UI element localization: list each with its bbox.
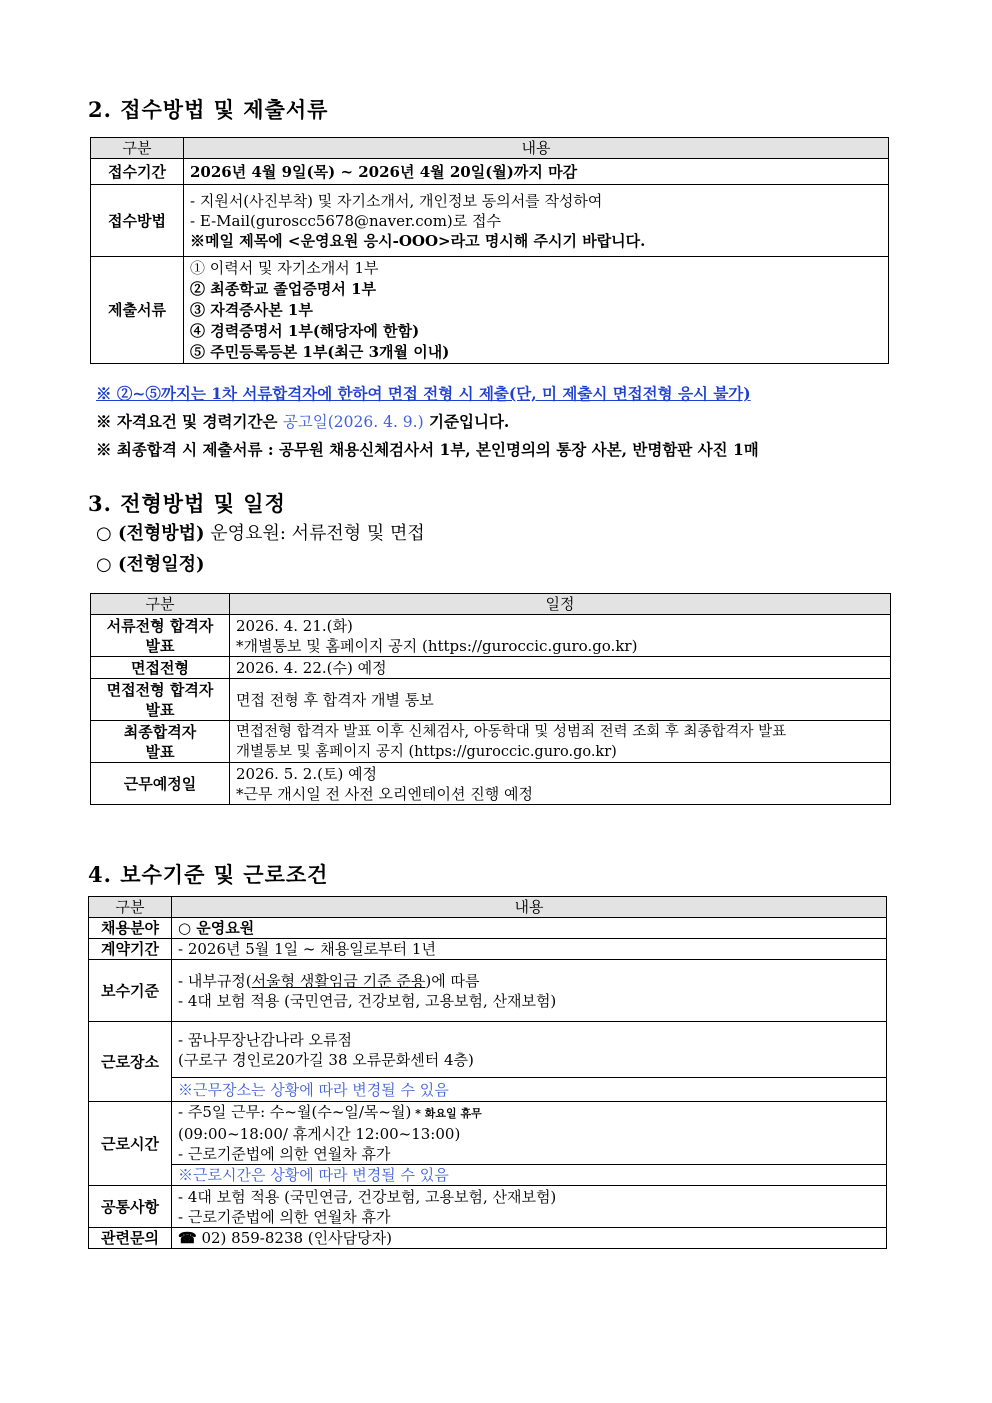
place-line: (구로구 경인로20가길 38 오류문화센터 4층)	[178, 1050, 474, 1069]
phone-icon: ☎	[178, 1229, 197, 1247]
label-line: 발표	[145, 742, 175, 761]
method-cell	[184, 185, 889, 257]
schedule-line: *근무 개시일 전 사전 오리엔테이션 진행 예정	[236, 784, 533, 803]
label-line: 발표	[145, 700, 175, 719]
schedule-table	[90, 593, 891, 805]
section3-title: 3. 전형방법 및 일정	[88, 491, 286, 516]
common-cell	[172, 1186, 887, 1228]
label-line: 서류전형 합격자	[106, 616, 214, 635]
row-label	[91, 615, 230, 657]
col-header: 일정	[230, 594, 891, 615]
contact-text: 02) 859-8238 (인사담당자)	[196, 1229, 392, 1247]
note-text: 기준입니다.	[423, 412, 510, 431]
hours-line	[178, 1102, 880, 1124]
row-label: 접수기간	[91, 159, 184, 185]
row-label: 근무예정일	[91, 763, 230, 805]
col-header: 구분	[91, 594, 230, 615]
schedule-line: *개별통보 및 홈페이지 공지 (https://guroccic.guro.go.kr)	[236, 636, 638, 655]
schedule-line: 2026. 5. 2.(토) 예정	[236, 764, 378, 783]
hours-cell	[172, 1102, 887, 1165]
hours-text: - 주5일 근무: 수~월(수~일/목~월)	[178, 1103, 412, 1121]
doc-item: ② 최종학교 졸업증명서 1부	[190, 279, 377, 298]
hours-line: (09:00~18:00/ 휴게시간 12:00~13:00)	[178, 1125, 461, 1143]
section2-title: 2. 접수방법 및 제출서류	[88, 97, 329, 122]
doc-item: ① 이력서 및 자기소개서 1부	[190, 258, 379, 277]
row-label: 접수방법	[91, 185, 184, 257]
pay-line: - 4대 보험 적용 (국민연금, 건강보험, 고용보험, 산재보험)	[178, 991, 557, 1010]
conditions-table	[88, 896, 887, 1249]
bullet-text: 운영요원: 서류전형 및 면접	[204, 523, 425, 544]
hours-note: ※근로시간은 상황에 따라 변경될 수 있음	[172, 1165, 887, 1186]
method-line: - 지원서(사진부착) 및 자기소개서, 개인정보 동의서를 작성하여	[190, 191, 603, 210]
row-label: 채용분야	[89, 918, 172, 939]
bullet-label: ○ (전형방법)	[96, 523, 205, 544]
note-final-docs: ※ 최종합격 시 제출서류 : 공무원 채용신체검사서 1부, 본인명의의 통장 사본, 반명함판 사진 1매	[96, 440, 759, 459]
label-line: 면접전형 합격자	[106, 680, 214, 699]
schedule-line: 개별통보 및 홈페이지 공지 (https://guroccic.guro.go.kr)	[236, 743, 617, 760]
section4-title: 4. 보수기준 및 근로조건	[88, 862, 329, 887]
submission-table	[90, 137, 889, 364]
place-line: - 꿈나무장난감나라 오류점	[178, 1030, 352, 1049]
documents-cell	[184, 257, 889, 364]
note-blue: ※ ②~⑤까지는 1차 서류합격자에 한하여 면접 전형 시 제출(단, 미 제출시 면접전형 응시 불가)	[96, 384, 751, 403]
col-header: 내용	[172, 897, 887, 918]
row-label: 보수기준	[89, 960, 172, 1022]
row-label: 계약기간	[89, 939, 172, 960]
label-line: 발표	[145, 636, 175, 655]
bullet-schedule: ○ (전형일정)	[96, 554, 205, 575]
row-label	[91, 721, 230, 763]
contract-period: - 2026년 5월 1일 ~ 채용일로부터 1년	[172, 939, 887, 960]
pay-cell	[172, 960, 887, 1022]
row-label	[91, 679, 230, 721]
schedule-cell	[230, 721, 891, 763]
row-label: 근로장소	[89, 1022, 172, 1102]
hours-closed-day: * 화요일 휴무	[411, 1107, 482, 1120]
pay-line	[178, 971, 880, 991]
contact-cell	[172, 1228, 887, 1249]
note-qualification	[96, 411, 509, 433]
col-header: 구분	[91, 138, 184, 159]
schedule-line: 면접전형 합격자 발표 이후 신체검사, 아동학대 및 성범죄 전력 조회 후 최종합격자 발표	[236, 723, 787, 740]
col-header: 내용	[184, 138, 889, 159]
doc-item: ④ 경력증명서 1부(해당자에 한함)	[190, 321, 420, 340]
common-line: - 근로기준법에 의한 연월차 휴가	[178, 1207, 391, 1226]
period-text: 2026년 4월 9일(목) ~ 2026년 4월 20일(월)까지 마감	[184, 159, 889, 185]
row-label: 면접전형	[91, 657, 230, 679]
doc-item: ③ 자격증사본 1부	[190, 300, 313, 319]
schedule-cell	[230, 763, 891, 805]
pay-text: )에 따름	[425, 971, 480, 990]
row-label: 제출서류	[91, 257, 184, 364]
hours-line: - 근로기준법에 의한 연월차 휴가	[178, 1145, 391, 1163]
field-value: ○ 운영요원	[172, 918, 887, 939]
row-label: 공통사항	[89, 1186, 172, 1228]
note-date-highlight: 공고일(2026. 4. 9.)	[282, 413, 424, 431]
col-header: 구분	[89, 897, 172, 918]
row-label: 관련문의	[89, 1228, 172, 1249]
doc-item: ⑤ 주민등록등본 1부(최근 3개월 이내)	[190, 342, 450, 361]
place-cell	[172, 1022, 887, 1078]
bullet-method	[96, 519, 425, 549]
schedule-cell: 면접 전형 후 합격자 개별 통보	[230, 679, 891, 721]
pay-text: - 내부규정(	[178, 971, 252, 990]
label-line: 최종합격자	[123, 722, 197, 741]
schedule-cell	[230, 615, 891, 657]
pay-underline: 서울형 생활임금 기준 준용	[251, 971, 426, 990]
schedule-line: 2026. 4. 21.(화)	[236, 616, 353, 635]
schedule-cell: 2026. 4. 22.(수) 예정	[230, 657, 891, 679]
place-note: ※근무장소는 상황에 따라 변경될 수 있음	[172, 1078, 887, 1102]
common-line: - 4대 보험 적용 (국민연금, 건강보험, 고용보험, 산재보험)	[178, 1187, 557, 1206]
method-note: ※메일 제목에 <운영요원 응시-OOO>라고 명시해 주시기 바랍니다.	[190, 231, 646, 250]
method-line: - E-Mail(guroscc5678@naver.com)로 접수	[190, 211, 502, 230]
row-label: 근로시간	[89, 1102, 172, 1186]
note-text: ※ 자격요건 및 경력기간은	[96, 412, 283, 431]
